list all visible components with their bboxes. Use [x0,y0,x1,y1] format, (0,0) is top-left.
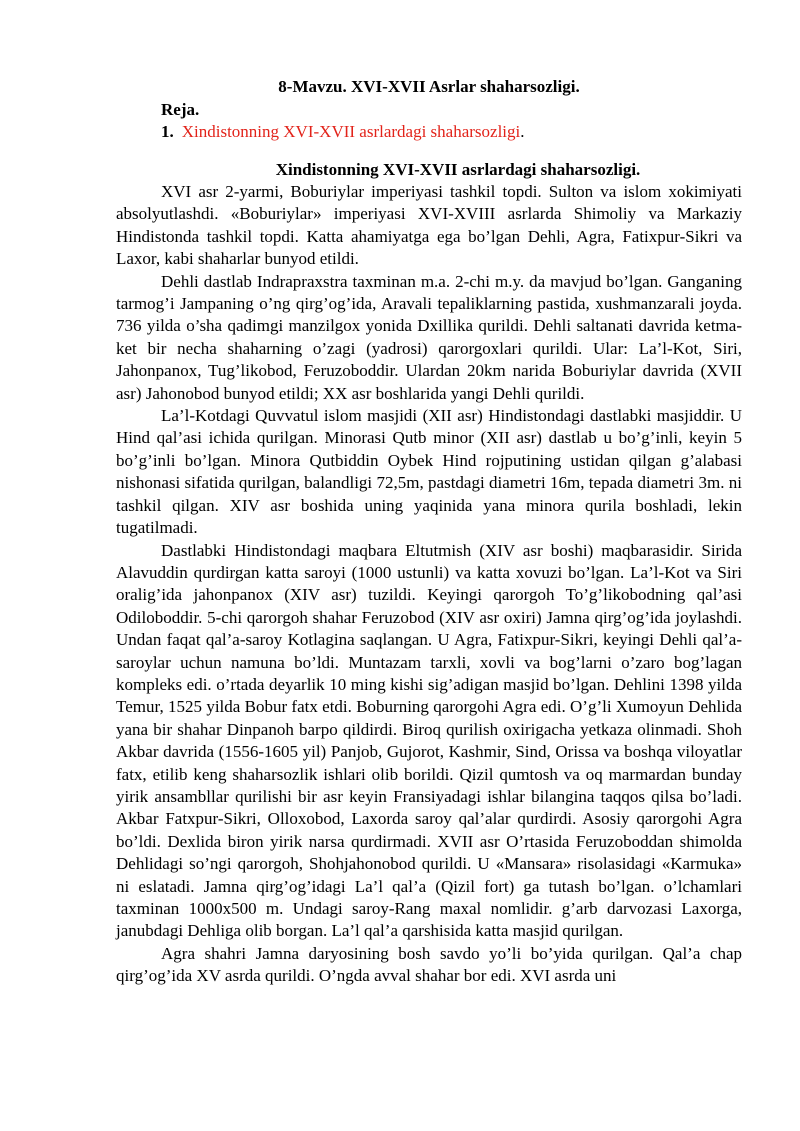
paragraph: Agra shahri Jamna daryosining bosh savdo yo’li bo’yida qurilgan. Qal’a chap qirg’og’ida XV asrda qurildi. O’ngda avval shahar bor edi. XVI asrda uni [116,943,742,986]
section-title: Xindistonning XVI-XVII asrlardagi shaharsozligi. [275,160,641,179]
paragraph: La’l-Kotdagi Quvvatul islom masjidi (XII asr) Hindistondagi dastlabki masjiddir. U Hind qal’asi ichida qurilgan. Minorasi Qutb minor (XII asr) dastlab u bo’g’inli, keyin 5 bo’g’inli bo’lgan. Minora Qutbiddin Oybek Hind rojputining ustidan qilgan g’alabasi nishonasi sifatida qurilgan, balandligi 72,5m, pastdagi diametri 16m, tepada diametri 3m. ni tashkil qilgan. XIV asr boshida uning yaqinida yana minora qurila boshladi, lekin tugatilmadi. [116,406,742,538]
plan-item-link[interactable]: Xindistonning XVI-XVII asrlardagi shaharsozligi [181,122,521,141]
plan-item-number: 1. [161,122,174,141]
body-text [116,181,742,988]
paragraph: XVI asr 2-yarmi, Boburiylar imperiyasi tashkil topdi. Sulton va islom xokimiyati absolyutlashdi. «Boburiylar» imperiyasi XVI-XVIII asrlarda Shimoliy va Markaziy Hindistonda tashkil topdi. Katta ahamiyatga ega bo’lgan Dehli, Agra, Fatixpur-Sikri va Laxor, kabi shaharlar bunyod etildi. [116,182,742,269]
paragraph: Dehli dastlab Indrapraxstra taxminan m.a. 2-chi m.y. da mavjud bo’lgan. Ganganing tarmog’i Jampaning o’ng qirg’og’ida, Aravali tepaliklarning pastida, xushmanzarali joyda. 736 yilda o’sha qadimgi manzilgox yonida Dxillika qurildi. Dehli saltanati davrida ketma-ket bir necha shaharning o’zagi (yadrosi) qarorgoxlari qurildi. Ular: La’l-Kot, Siri, Jahonpanox, Tug’likobod, Feruzoboddir. Ulardan 20km narida Boburiylar davrida (XVII asr) Jahonobod bunyod etildi; XX asr boshlarida yangi Dehli qurildi. [116,271,742,403]
plan-item-period: . [520,122,525,141]
plan-item [161,121,525,143]
plan-heading: Reja. [161,100,200,119]
document-title: 8-Mavzu. XVI-XVII Asrlar shaharsozligi. [278,77,580,96]
paragraph: Dastlabki Hindistondagi maqbara Eltutmish (XIV asr boshi) maqbarasidir. Sirida Alavuddin qurdirgan katta saroyi (1000 ustunli) va katta xovuzi bo’lgan. La’l-Kot va Siri oralig’ida jahonpanox (XIV asr) tuzildi. Keyingi qarorgoh To’g’likobodning qal’asi Odiloboddir. 5-chi qarorgoh shahar Feruzobod (XIV asr oxiri) Jamna qirg’og’ida joylashdi. Undan faqat qal’a-saroy Kotlagina saqlangan. U Agra, Fatixpur-Sikri, keyingi Dehli qal’a-saroylar uchun namuna bo’ldi. Muntazam tarxli, xovli va bog’larni o’zaro bog’lagan kompleks edi. o’rtada deyarlik 10 ming kishi sig’adigan masjid bo’lgan. Dehlini 1398 yilda Temur, 1525 yilda Bobur fatx etdi. Boburning qarorgohi Agra edi. O’g’li Xumoyun Dehlida yana bir shahar Dinpanoh barpo qildirdi. Biroq qurilish oxirigacha yetkaza olinmadi. Shoh Akbar davrida (1556-1605 yil) Panjob, Gujorot, Kashmir, Sind, Orissa va boshqa viloyatlar fatx, etilib keng shaharsozlik ishlari olib borildi. Qizil qumtosh va oq marmardan bunday yirik ansambllar qurilishi bir asr keyin Fransiyadagi ishlar bilangina taqqos qilsa bo’ladi. Akbar Fatxpur-Sikri, Olloxobod, Laxorda saroy qal’alar qurdirdi. Asosiy qarorgohi Agra bo’ldi. Dexlida biron yirik narsa qurdirmadi. XVII asr O’rtasida Feruzoboddan shimolda Dehlidagi so’ngi qarorgoh, Shohjahonobod qurildi. U «Mansara» risolasidagi «Karmuka» ni eslatadi. Jamna qirg’og’idagi La’l qal’a (Qizil fort) ga tutash bo’lgan. o’lchamlari taxminan 1000x500 m. Undagi saroy-Rang maxal nomlidir. g’arb darvozasi Laxorga, janubdagi Dehliga olib borgan. La’l qal’a qarshisida katta masjid qurilgan. [116,540,742,941]
